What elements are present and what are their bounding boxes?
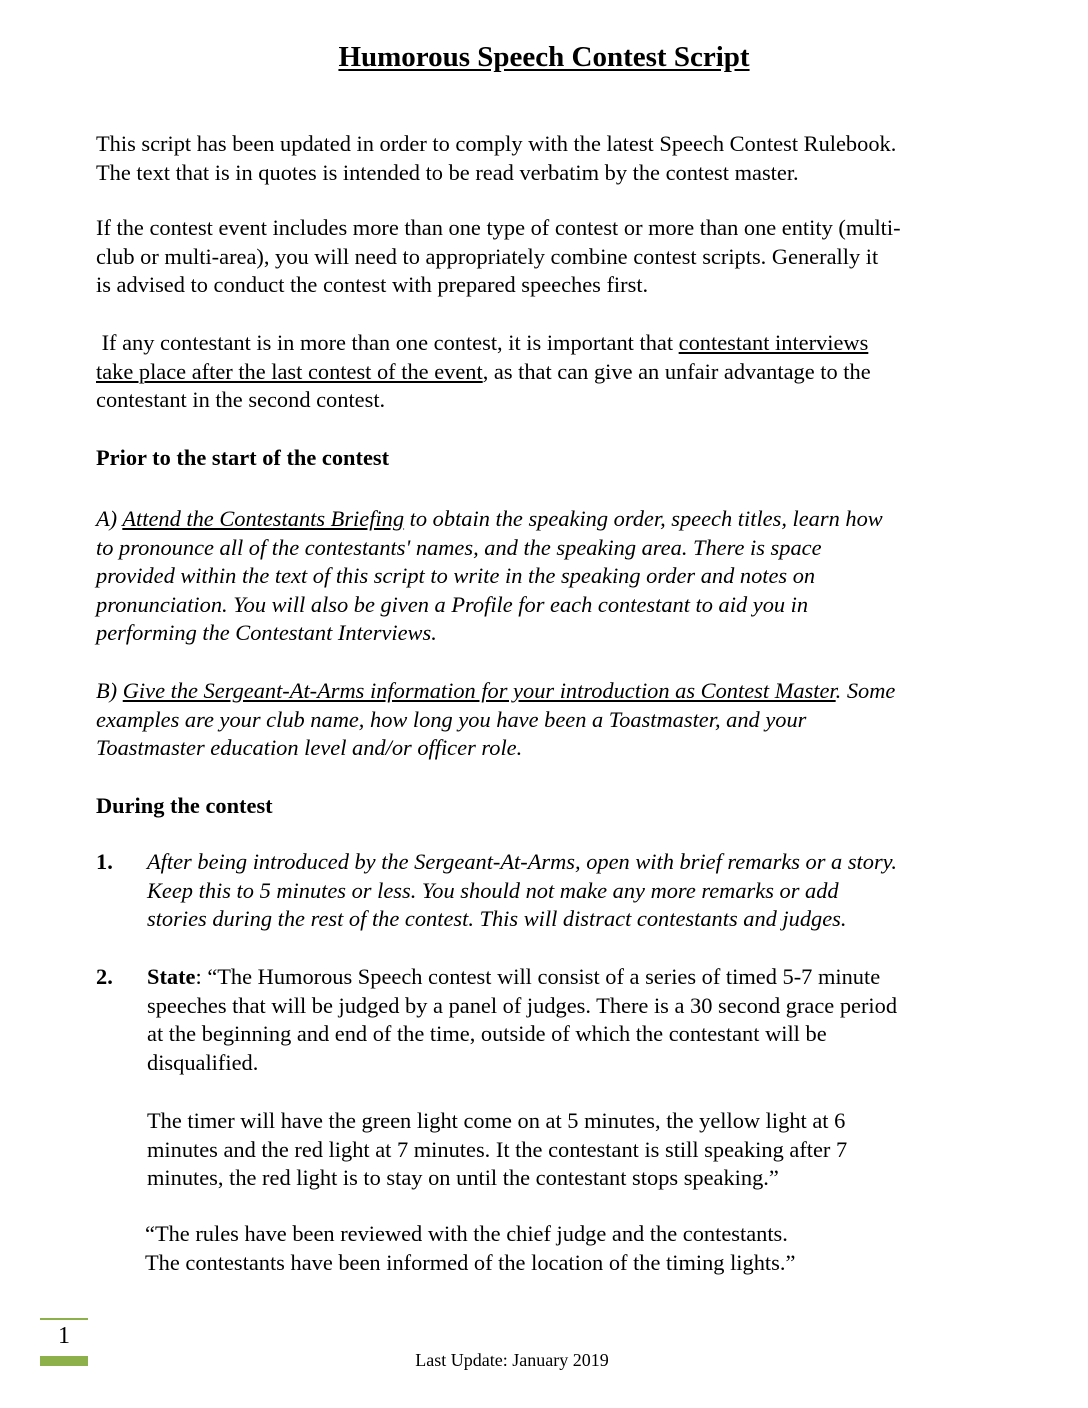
page-number-top-rule — [40, 1318, 88, 1320]
sergeant-at-arms-info-text: Give the Sergeant-At-Arms information for your introduction as Contest Master — [122, 678, 836, 703]
section-heading-during: During the contest — [96, 793, 273, 818]
prior-b-line: examples are your club name, how long you have been a Toastmaster, and your — [96, 706, 807, 732]
during-item-1 — [147, 848, 1027, 934]
timer-line: minutes and the red light at 7 minutes. It the contestant is still speaking after 7 — [147, 1136, 848, 1162]
document-title: Humorous Speech Contest Script — [338, 41, 750, 73]
timer-line: minutes, the red light is to stay on until the contestant stops speaking.” — [147, 1165, 779, 1191]
item2-line — [147, 963, 1027, 992]
intro-paragraph-3 — [96, 329, 1016, 415]
during-item-2 — [147, 963, 1027, 1077]
intro-p3-line — [96, 358, 1016, 387]
prior-b-line: Toastmaster education level and/or officer role. — [96, 735, 523, 761]
prior-a-line: performing the Contestant Interviews. — [96, 620, 437, 646]
prior-a-line: to pronounce all of the contestants' names, and the speaking area. There is space — [96, 534, 822, 560]
last-update-note: Last Update: January 2019 — [415, 1350, 609, 1370]
list-number-2: 2. — [96, 964, 113, 989]
item1-line: stories during the rest of the contest. This will distract contestants and judges. — [147, 906, 847, 932]
intro-paragraph-2 — [96, 214, 1016, 300]
rules-line: “The rules have been reviewed with the chief judge and the contestants. — [145, 1221, 788, 1246]
intro-p3-line: contestant in the second contest. — [96, 387, 386, 413]
prior-a-prefix: A) — [96, 506, 123, 531]
contestants-briefing-text: Attend the Contestants Briefing — [122, 506, 405, 531]
after-last-contest-text: take place after the last contest of the event — [96, 358, 483, 384]
rules-paragraph — [145, 1220, 1025, 1277]
prior-item-b — [96, 677, 1016, 763]
section-heading-prior: Prior to the start of the contest — [96, 445, 390, 470]
item2-text: : “The Humorous Speech contest will consist of a series of timed 5-7 minute — [195, 964, 881, 989]
prior-a-line: provided within the text of this script to write in the speaking order and notes on — [96, 563, 816, 589]
prior-a-line: pronunciation. You will also be given a Profile for each contestant to aid you in — [96, 591, 809, 617]
prior-b-text: . Some — [835, 678, 896, 703]
prior-b-prefix: B) — [96, 678, 123, 703]
list-number-1: 1. — [96, 849, 113, 874]
timer-paragraph — [147, 1107, 1027, 1193]
intro-p1-line: The text that is in quotes is intended to be read verbatim by the contest master. — [96, 159, 799, 185]
intro-p2-line: club or multi-area), you will need to appropriately combine contest scripts. Generally it — [96, 243, 879, 269]
intro-p3-text: If any contestant is in more than one contest, it is important that — [96, 330, 679, 355]
item2-line: speeches that will be judged by a panel of judges. There is a 30 second grace period — [147, 992, 898, 1018]
intro-p3-line — [96, 329, 1016, 358]
rules-line: The contestants have been informed of the location of the timing lights.” — [145, 1249, 796, 1275]
contestant-interviews-link-text: contestant interviews — [678, 330, 869, 355]
prior-item-a — [96, 505, 1016, 648]
prior-b-line — [96, 677, 1016, 706]
intro-paragraph-1 — [96, 130, 1016, 187]
page-number: 1 — [58, 1323, 70, 1349]
item1-line: Keep this to 5 minutes or less. You should not make any more remarks or add — [147, 877, 839, 903]
prior-a-line — [96, 505, 1016, 534]
item2-line: disqualified. — [147, 1049, 259, 1075]
timer-line: The timer will have the green light come on at 5 minutes, the yellow light at 6 — [147, 1108, 846, 1133]
item2-line: at the beginning and end of the time, outside of which the contestant will be — [147, 1021, 827, 1047]
state-label: State — [147, 964, 196, 989]
item1-line: After being introduced by the Sergeant-At-Arms, open with brief remarks or a story. — [147, 849, 897, 874]
prior-a-text: to obtain the speaking order, speech titles, learn how — [404, 506, 883, 531]
intro-p2-line: If the contest event includes more than one type of contest or more than one entity (multi- — [96, 215, 901, 240]
intro-p3-text: , as that can give an unfair advantage to the — [482, 358, 871, 384]
intro-p1-line: This script has been updated in order to comply with the latest Speech Contest Rulebook. — [96, 131, 897, 156]
intro-p2-line: is advised to conduct the contest with prepared speeches first. — [96, 272, 649, 298]
